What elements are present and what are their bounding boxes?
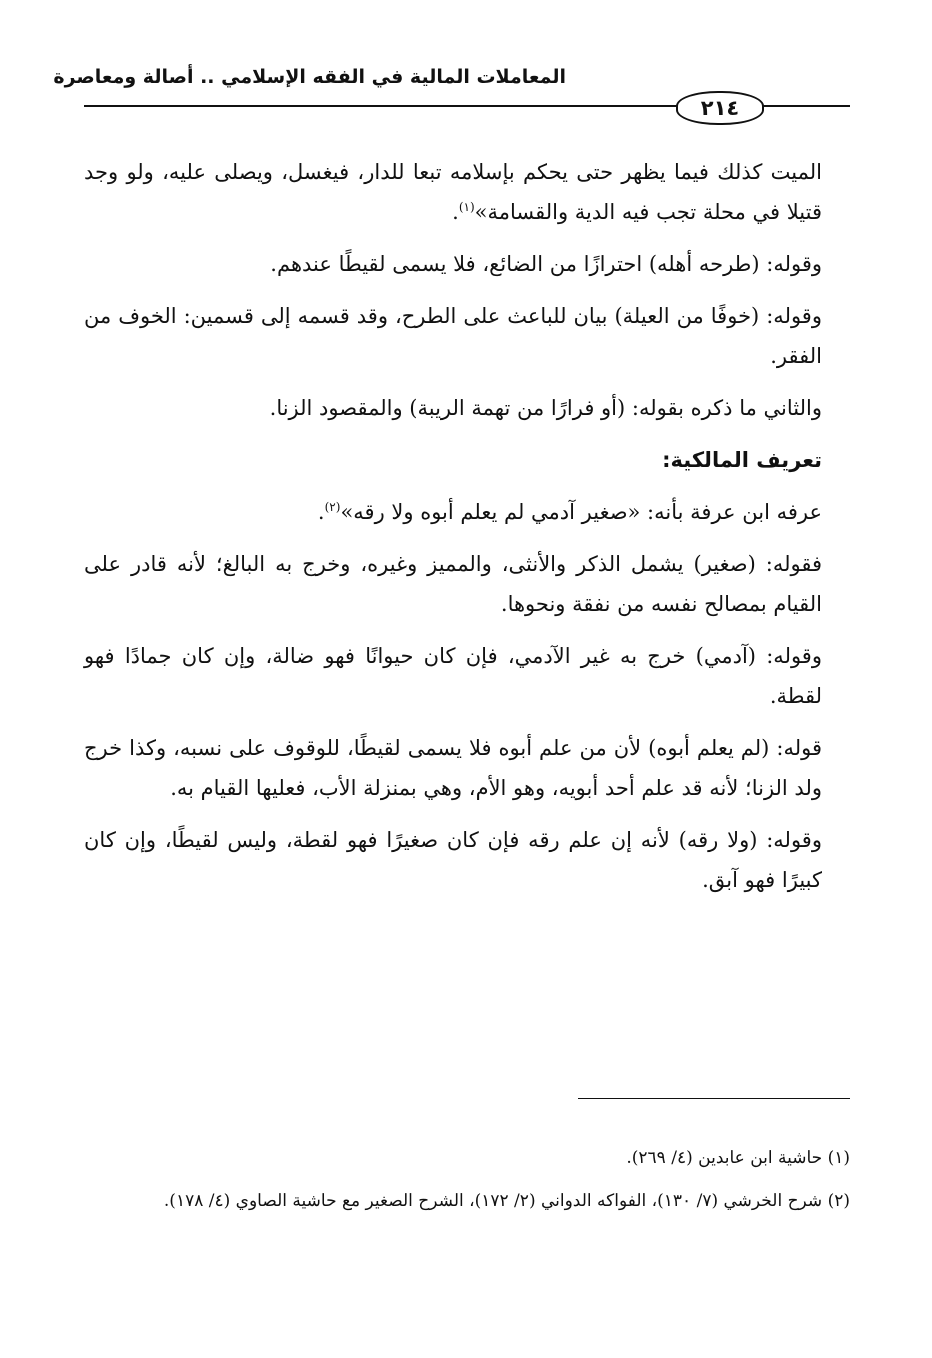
paragraph-7: وقوله: (آدمي) خرج به غير الآدمي، فإن كان حيوانًا فهو ضالة، وإن كان جمادًا فهو لقطة. xyxy=(84,644,822,708)
footnote-2: (٢) شرح الخرشي (٧/ ١٣٠)، الفواكه الدواني (٢/ ١٧٢)، الشرح الصغير مع حاشية الصاوي (٤/ ١٧٨). xyxy=(163,1191,850,1211)
paragraph-6: فقوله: (صغير) يشمل الذكر والأنثى، والمميز وغيره، وخرج به البالغ؛ لأنه قادر على القيام بمصالح نفسه من نفقة ونحوها. xyxy=(84,552,822,616)
running-title: المعاملات المالية في الفقه الإسلامي .. أصالة ومعاصرة xyxy=(53,66,566,88)
paragraph-5-text: عرفه ابن عرفة بأنه: «صغير آدمي لم يعلم أبوه ولا رقه» xyxy=(340,500,822,524)
footnotes xyxy=(84,1144,850,1230)
paragraph-3: وقوله: (خوفًا من العيلة) بيان للباعث على الطرح، وقد قسمه إلى قسمين: الخوف من الفقر. xyxy=(84,304,822,368)
footnote-1: (١) حاشية ابن عابدين (٤/ ٢٦٩). xyxy=(626,1148,850,1168)
section-heading-maliki: تعريف المالكية: xyxy=(662,448,822,472)
paragraph-5 xyxy=(84,492,822,532)
page-number: ٢١٤ xyxy=(676,91,764,125)
footnote-ref-2: (٢) xyxy=(324,500,341,514)
paragraph-5-period: . xyxy=(317,500,325,524)
paragraph-1-period: . xyxy=(452,200,459,224)
paragraph-2: وقوله: (طرحه أهله) احترازًا من الضائع، فلا يسمى لقيطًا عندهم. xyxy=(270,252,822,276)
paragraph-4: والثاني ما ذكره بقوله: (أو فرارًا من تهمة الريبة) والمقصود الزنا. xyxy=(269,396,822,420)
paragraph-8: قوله: (لم يعلم أبوه) لأن من علم أبوه فلا يسمى لقيطًا، للوقوف على نسبه، وكذا خرج ولد الزنا؛ لأنه قد علم أحد أبويه، وهو الأم، وهي بمنزلة الأب، فعليها القيام به. xyxy=(84,736,822,800)
paragraph-1 xyxy=(84,152,822,232)
main-text xyxy=(84,152,822,912)
footnote-separator xyxy=(578,1098,850,1099)
footnote-ref-1: (١) xyxy=(458,200,475,214)
paragraph-1-text: الميت كذلك فيما يظهر حتى يحكم بإسلامه تبعا للدار، فيغسل، ويصلى عليه، ولو وجد قتيلا في محلة تجب فيه الدية والقسامة» xyxy=(84,160,823,224)
paragraph-9: وقوله: (ولا رقه) لأنه إن علم رقه فإن كان صغيرًا فهو لقطة، وليس لقيطًا، وإن كان كبيرًا فهو آبق. xyxy=(84,828,822,892)
